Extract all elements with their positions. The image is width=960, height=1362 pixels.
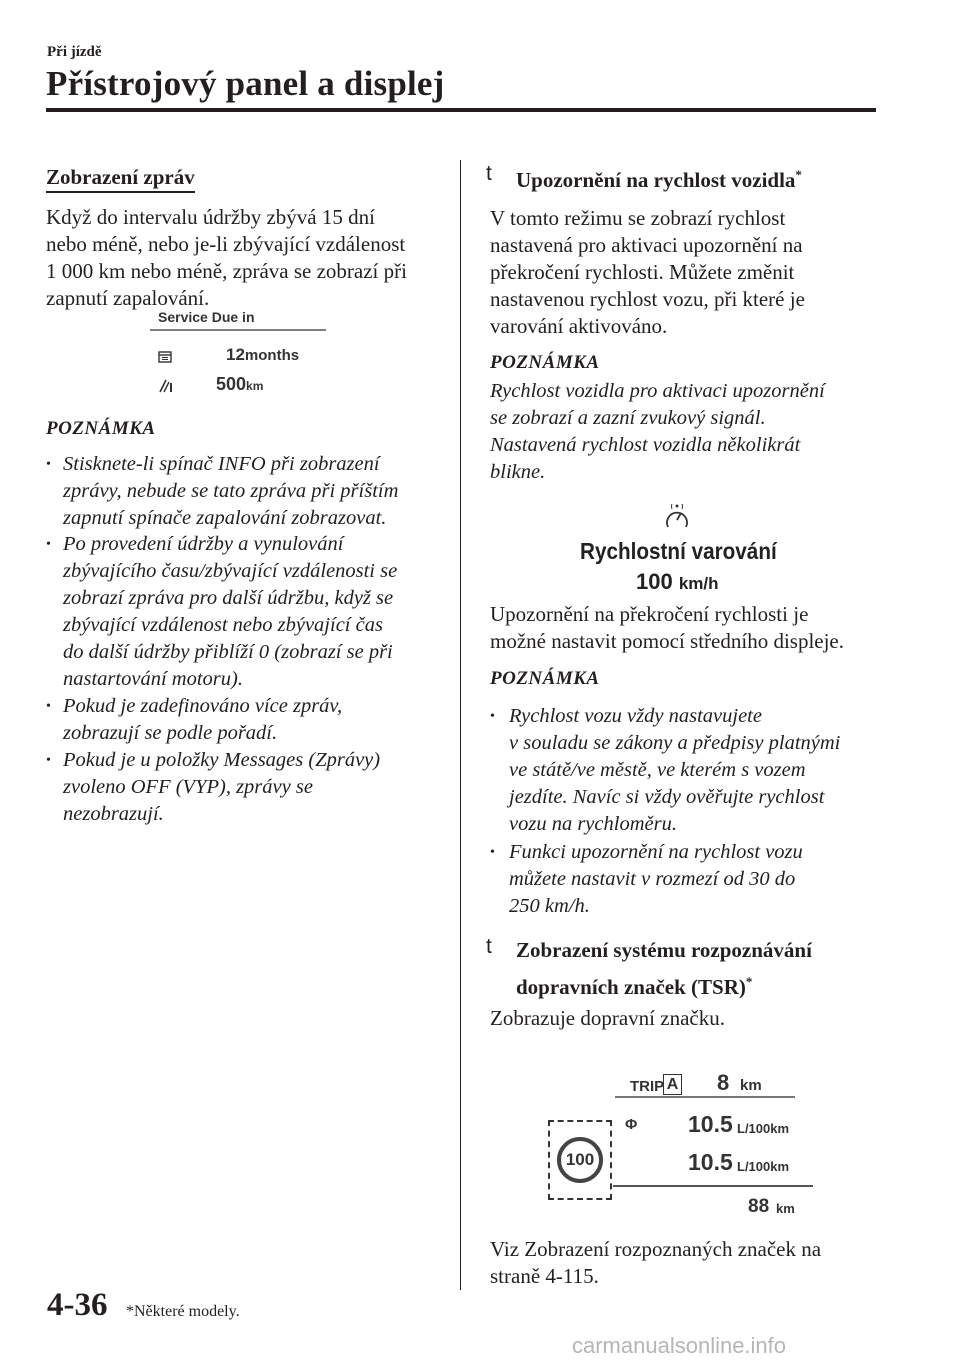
note-line: v souladu se zákony a předpisy platnými bbox=[509, 732, 841, 754]
km-value: 500 bbox=[216, 374, 247, 394]
fuel-economy-icon: Φ bbox=[625, 1116, 638, 1133]
tsr-display bbox=[545, 1068, 815, 1218]
months-unit: months bbox=[244, 347, 300, 364]
footnote-asterisk: * bbox=[745, 974, 753, 989]
fuel-economy-current: 10.5 bbox=[688, 1111, 733, 1137]
note-line: vozu na rychloměru. bbox=[509, 813, 677, 835]
speed-warning-value: 100 bbox=[636, 569, 673, 594]
tsr-top-rule bbox=[615, 1096, 795, 1098]
body-line: Upozornění na překročení rychlosti je bbox=[490, 602, 809, 626]
trip-label: TRIP bbox=[630, 1078, 665, 1095]
months-readout bbox=[226, 345, 299, 365]
note-line: nezobrazují. bbox=[63, 803, 164, 825]
note-line: Po provedení údržby a vynulování bbox=[63, 533, 344, 555]
speed-alert-heading bbox=[516, 167, 802, 193]
watermark[interactable]: carmanualsonline.info bbox=[572, 1333, 787, 1358]
body-line: 1 000 km nebo méně, zpráva se zobrazí při bbox=[46, 259, 407, 283]
speed-note bbox=[490, 378, 880, 486]
body-line: nastavenou rychlost vozu, při které je bbox=[490, 287, 805, 311]
tsr-heading-line: dopravních značek (TSR)* bbox=[516, 974, 753, 999]
km-unit: km bbox=[246, 379, 264, 393]
fuel-economy-unit: L/100km bbox=[737, 1159, 790, 1174]
note-line: do další údržby přiblíží 0 (zobrazí se při bbox=[63, 641, 393, 663]
speed-warning-readout bbox=[636, 569, 719, 595]
messages-body bbox=[46, 204, 456, 312]
note-line: Rychlost vozidla pro aktivaci upozornění bbox=[490, 380, 825, 402]
speed-after-body bbox=[490, 601, 880, 655]
note-line: zbývající vzdálenost nebo zbývající čas bbox=[63, 614, 383, 636]
note-line: můžete nastavit v rozmezí od 30 do bbox=[509, 868, 796, 890]
speed-alert-body bbox=[490, 205, 880, 340]
note-line: blikne. bbox=[490, 461, 546, 483]
section-marker: t bbox=[486, 162, 492, 185]
note-line: nastartování motoru). bbox=[63, 668, 243, 690]
note-line: zobrazují se podle pořadí. bbox=[63, 722, 278, 744]
speed-alert-heading-text: Upozornění na rychlost vozidla bbox=[516, 168, 796, 192]
range-value: 88 bbox=[748, 1196, 770, 1217]
service-due-display bbox=[150, 308, 330, 398]
body-line: Když do intervalu údržby zbývá 15 dní bbox=[46, 205, 375, 229]
months-value: 12 bbox=[226, 345, 245, 364]
note-line: jezdíte. Navíc si vždy ověřujte rychlost bbox=[509, 786, 825, 808]
note-line: 250 km/h. bbox=[509, 895, 590, 917]
note-line: Rychlost vozu vždy nastavujete bbox=[509, 705, 762, 727]
note-line: Nastavená rychlost vozidla několikrát bbox=[490, 434, 801, 456]
note-line: Stisknete-li spínač INFO při zobrazení bbox=[63, 453, 380, 475]
note-line: zprávy, nebude se tato zpráva při příštím bbox=[63, 480, 399, 502]
speedometer-warning-icon bbox=[662, 502, 692, 530]
note-line: se zobrazí a zazní zvukový signál. bbox=[490, 407, 766, 429]
trip-value: 8 bbox=[717, 1070, 730, 1095]
body-line: Viz Zobrazení rozpoznaných značek na bbox=[490, 1237, 822, 1261]
body-line: překročení rychlosti. Můžete změnit bbox=[490, 260, 795, 284]
service-due-title: Service Due in bbox=[158, 309, 255, 325]
note-line: Pokud je u položky Messages (Zprávy) bbox=[63, 749, 381, 771]
note-line: zobrazí zpráva pro další údržbu, když se bbox=[63, 587, 394, 609]
trip-unit: km bbox=[740, 1077, 762, 1094]
trip-letter-box: A bbox=[663, 1074, 682, 1095]
section-label: Při jízdě bbox=[47, 44, 102, 60]
body-line: možné nastavit pomocí středního displeje. bbox=[490, 629, 845, 653]
note-line: zbývajícího času/zbývající vzdálenosti se bbox=[63, 560, 398, 582]
note-label: POZNÁMKA bbox=[490, 352, 600, 373]
body-line: V tomto režimu se zobrazí rychlost bbox=[490, 206, 786, 230]
footnote-asterisk: * bbox=[795, 167, 802, 182]
road-distance-icon bbox=[158, 379, 174, 393]
fuel-economy-unit: L/100km bbox=[737, 1121, 790, 1136]
speed-warning-unit: km/h bbox=[678, 574, 719, 593]
note-line: zapnutí spínače zapalování zobrazovat. bbox=[63, 507, 387, 529]
tsr-bottom-rule bbox=[613, 1185, 813, 1187]
page-number: 4-36 bbox=[47, 1287, 108, 1323]
messages-heading: Zobrazení zpráv bbox=[46, 165, 195, 193]
section-marker: t bbox=[486, 935, 492, 958]
note-label: POZNÁMKA bbox=[490, 668, 600, 689]
page-title: Přístrojový panel a displej bbox=[46, 64, 445, 103]
body-line: varování aktivováno. bbox=[490, 314, 668, 338]
calendar-icon bbox=[158, 350, 172, 363]
body-line: zapnutí zapalování. bbox=[46, 286, 210, 310]
note-line: Funkci upozornění na rychlost vozu bbox=[509, 841, 803, 863]
title-rule bbox=[46, 108, 876, 112]
service-due-rule bbox=[150, 326, 330, 334]
note-line: Pokud je zadefinováno více zpráv, bbox=[63, 695, 343, 717]
speed-limit-sign: 100 bbox=[557, 1137, 603, 1183]
body-line: nastavená pro aktivaci upozornění na bbox=[490, 233, 803, 257]
column-divider bbox=[460, 160, 461, 1290]
tsr-body: Zobrazuje dopravní značku. bbox=[490, 1006, 725, 1030]
speed-warning-title: Rychlostní varování bbox=[580, 538, 777, 564]
body-line: straně 4-115. bbox=[490, 1264, 599, 1288]
range-unit: km bbox=[776, 1201, 795, 1216]
km-readout bbox=[216, 374, 263, 395]
tsr-heading-line: Zobrazení systému rozpoznávání bbox=[516, 938, 812, 962]
footnote: *Některé modely. bbox=[126, 1303, 240, 1320]
fuel-economy-average: 10.5 bbox=[688, 1149, 733, 1175]
tsr-heading bbox=[516, 934, 812, 1003]
note-line: zvoleno OFF (VYP), zprávy se bbox=[63, 776, 313, 798]
note-line: ve státě/ve městě, ve kterém s vozem bbox=[509, 759, 806, 781]
note-label: POZNÁMKA bbox=[46, 418, 156, 439]
body-line: nebo méně, nebo je-li zbývající vzdálenost bbox=[46, 232, 406, 256]
tsr-reference bbox=[490, 1236, 880, 1290]
